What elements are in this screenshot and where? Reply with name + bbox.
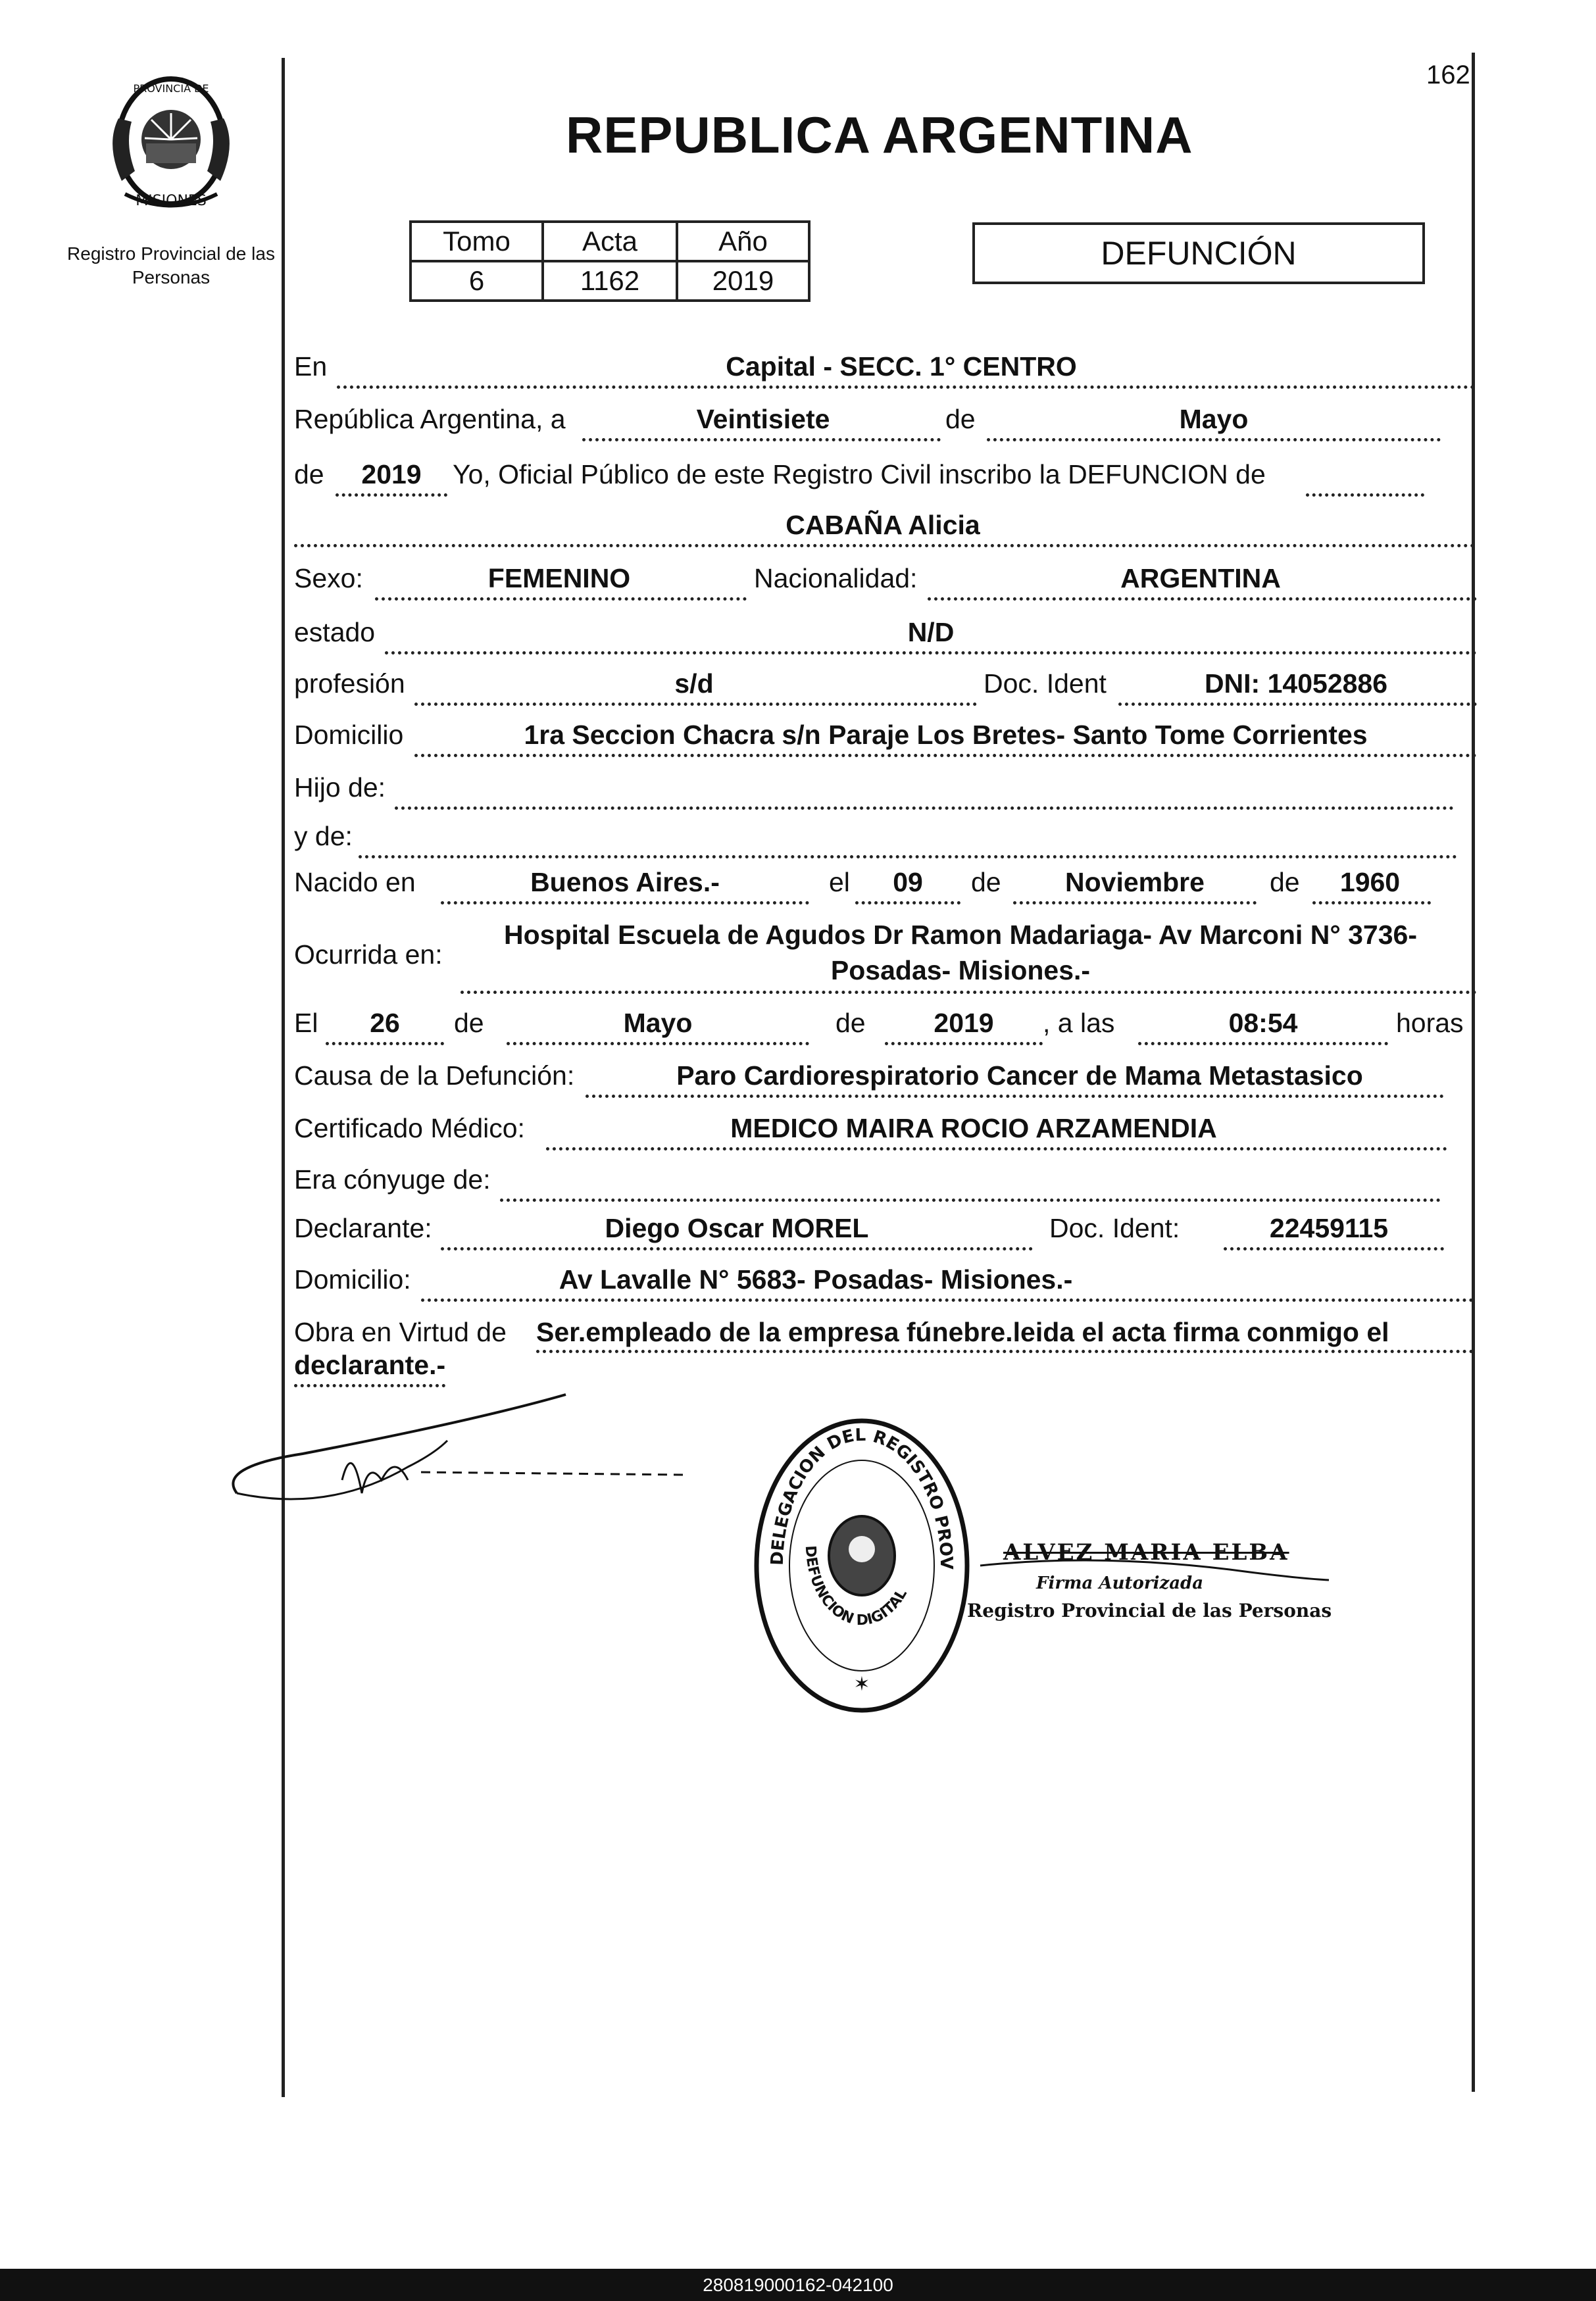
right-margin-line — [1472, 53, 1475, 2092]
oficial-text: Yo, Oficial Público de este Registro Civil inscribo la DEFUNCION de — [453, 459, 1266, 489]
logo-text-bottom: MISIONES — [136, 193, 207, 209]
muerte-mes: Mayo — [623, 1008, 693, 1038]
logo-text-top: PROVINCIA DE — [133, 82, 209, 95]
certificado-label: Certificado Médico: — [294, 1113, 525, 1143]
table-value-tomo: 6 — [411, 261, 543, 301]
doc-label: Doc. Ident — [984, 668, 1107, 699]
hora-value: 08:54 — [1228, 1008, 1298, 1038]
ocurrida-line2: Posadas- Misiones.- — [830, 955, 1091, 985]
svg-text:✶: ✶ — [853, 1673, 870, 1695]
registry-name: Registro Provincial de las Personas — [67, 243, 275, 287]
official-signature-name: ALVEZ MARIA ELBA — [1003, 1539, 1289, 1566]
muerte-dia: 26 — [370, 1008, 400, 1038]
nacido-dia: 09 — [893, 867, 923, 897]
estado-label: estado — [294, 617, 376, 647]
year-value: 2019 — [361, 459, 422, 489]
footer-code: 280819000162-042100 — [0, 2269, 1596, 2301]
nacido-anio: 1960 — [1339, 867, 1401, 897]
declarante-label: Declarante: — [294, 1213, 432, 1243]
nacido-label: Nacido en — [294, 867, 416, 897]
de-label-6: de — [835, 1008, 866, 1038]
nacionalidad-value: ARGENTINA — [1120, 563, 1281, 593]
de-label-3: de — [971, 867, 1001, 897]
left-margin-line — [282, 58, 285, 2097]
republica-label: República Argentina, a — [294, 404, 566, 434]
stamp-inner-text: DEFUNCION DIGITAL — [801, 1545, 910, 1629]
de-label-5: de — [454, 1008, 484, 1038]
official-stamp — [743, 1414, 980, 1717]
nacionalidad-label: Nacionalidad: — [754, 563, 918, 593]
nacido-lugar: Buenos Aires.- — [530, 867, 720, 897]
page-title: REPUBLICA ARGENTINA — [566, 106, 1193, 164]
hijo-label: Hijo de: — [294, 772, 386, 803]
table-value-anio: 2019 — [677, 261, 809, 301]
ocurrida-label: Ocurrida en: — [294, 939, 443, 970]
obra-value-2: declarante.- — [294, 1350, 446, 1380]
en-label: En — [294, 351, 328, 382]
row-ocurrida — [0, 920, 1596, 999]
deceased-name: CABAÑA Alicia — [786, 510, 980, 540]
de-label: de — [945, 404, 976, 434]
nacido-mes: Noviembre — [1065, 867, 1205, 897]
table-header-tomo: Tomo — [411, 222, 543, 261]
domicilio-label: Domicilio — [294, 720, 404, 750]
causa-label: Causa de la Defunción: — [294, 1060, 575, 1091]
sexo-label: Sexo: — [294, 563, 363, 593]
en-value: Capital - SECC. 1° CENTRO — [726, 351, 1077, 382]
profesion-label: profesión — [294, 668, 405, 699]
sexo-value: FEMENINO — [487, 563, 631, 593]
domicilio2-value: Av Lavalle N° 5683- Posadas- Misiones.- — [559, 1264, 1073, 1295]
obra-label: Obra en Virtud de — [294, 1317, 507, 1347]
doc-value: DNI: 14052886 — [1204, 668, 1388, 699]
page-number: 162 — [1426, 61, 1470, 89]
de-label-4: de — [1270, 867, 1300, 897]
province-logo — [99, 66, 243, 217]
estado-value: N/D — [907, 617, 955, 647]
record-table — [409, 220, 810, 302]
table-header-acta: Acta — [543, 222, 677, 261]
horas-label: horas — [1396, 1008, 1464, 1038]
el2-label: El — [294, 1008, 318, 1038]
declarante-value: Diego Oscar MOREL — [605, 1213, 869, 1243]
official-signature-org: Registro Provincial de las Personas — [967, 1600, 1332, 1621]
official-signature-role: Firma Autorizada — [1036, 1573, 1204, 1593]
doc2-label: Doc. Ident: — [1049, 1213, 1180, 1243]
table-header-anio: Año — [677, 222, 809, 261]
certificado-value: MEDICO MAIRA ROCIO ARZAMENDIA — [730, 1113, 1217, 1143]
ocurrida-line1: Hospital Escuela de Agudos Dr Ramon Madariaga- Av Marconi N° 3736- — [504, 920, 1417, 950]
table-value-acta: 1162 — [543, 261, 677, 301]
stamp-outer-text: DELEGACION DEL REGISTRO PROV — [767, 1425, 957, 1570]
a-las-label: , a las — [1043, 1008, 1115, 1038]
causa-value: Paro Cardiorespiratorio Cancer de Mama Metastasico — [676, 1060, 1363, 1091]
de-label-2: de — [294, 459, 324, 489]
yde-label: y de: — [294, 821, 353, 851]
doc2-value: 22459115 — [1269, 1213, 1389, 1243]
record-type-box: DEFUNCIÓN — [972, 222, 1425, 284]
el-label: el — [829, 867, 850, 897]
conyuge-label: Era cónyuge de: — [294, 1164, 491, 1195]
muerte-anio: 2019 — [934, 1008, 994, 1038]
month-value: Mayo — [1179, 404, 1249, 434]
domicilio2-label: Domicilio: — [294, 1264, 411, 1295]
declarant-signature — [211, 1388, 711, 1513]
domicilio-value: 1ra Seccion Chacra s/n Paraje Los Bretes- Santo Tome Corrientes — [524, 720, 1368, 750]
row-obra — [0, 1317, 1596, 1389]
profesion-value: s/d — [674, 668, 714, 699]
day-written: Veintisiete — [696, 404, 830, 434]
obra-value: Ser.empleado de la empresa fúnebre.leida el acta firma conmigo el — [536, 1317, 1389, 1347]
